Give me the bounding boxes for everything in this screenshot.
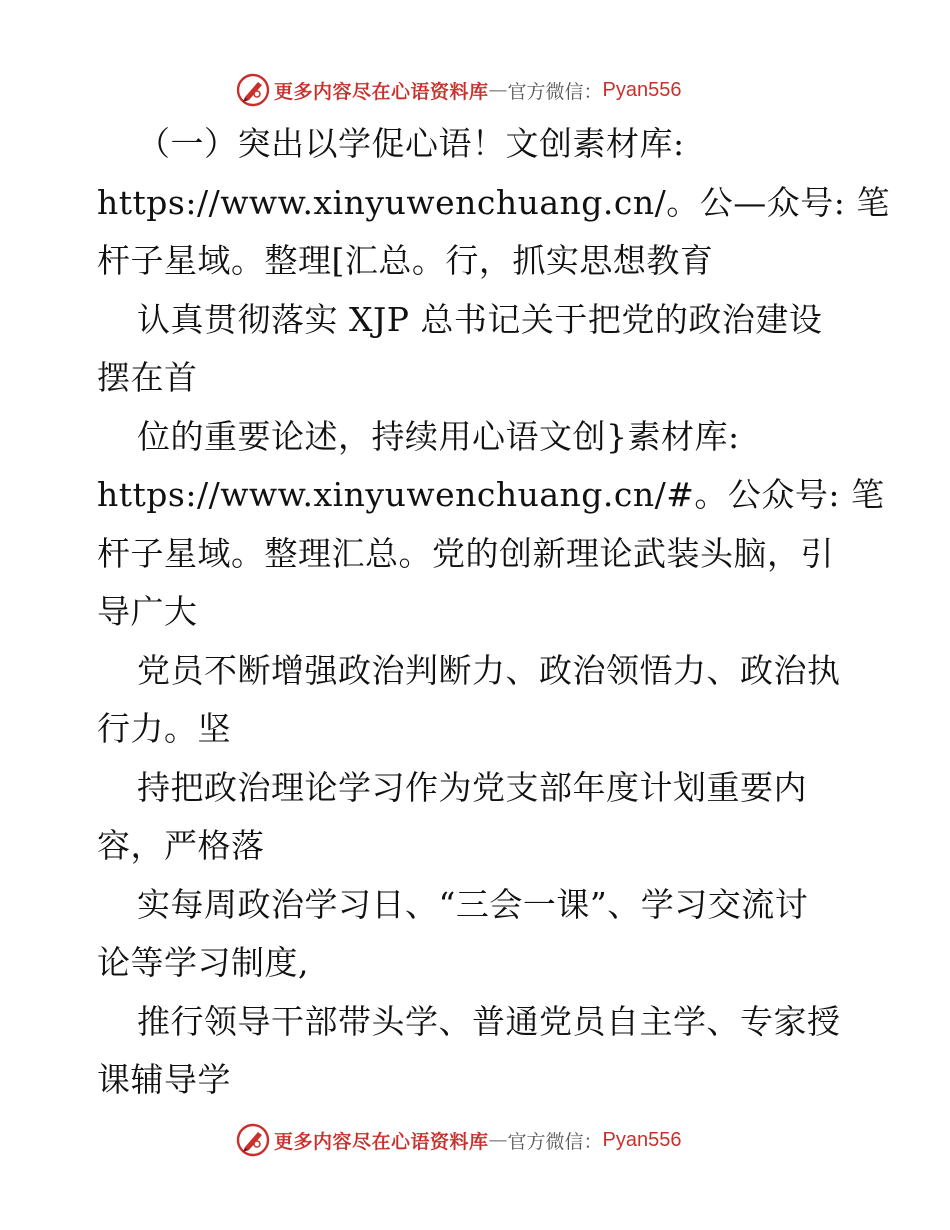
text-line: 导广大 — [97, 592, 198, 631]
footer-banner — [236, 1122, 682, 1158]
text-line: （一）突出以学促心语！文创素材库: — [137, 124, 685, 163]
text-line: 党员不断增强政治判断力、政治领悟力、政治执 — [137, 650, 841, 690]
text-line: 论等学习制度, — [97, 943, 309, 982]
banner-title: 更多内容尽在心语资料库 — [274, 1130, 489, 1153]
banner-separator: — — [488, 79, 508, 101]
banner-wechat-id: Pyan556 — [602, 78, 682, 101]
text-line: 杆子星域。整理[汇总。行，抓实思想教育 — [97, 241, 714, 280]
banner-wechat-label: 官方微信： — [507, 80, 603, 103]
document-body — [97, 115, 890, 1110]
text-line: 持把政治理论学习作为党支部年度计划重要内 — [137, 767, 807, 807]
pen-logo-icon — [236, 73, 270, 107]
text-line: 推行领导干部带头学、普通党员自主学、专家授 — [137, 1001, 841, 1041]
banner-wechat-id: Pyan556 — [602, 1128, 682, 1151]
banner-separator: — — [488, 1129, 508, 1151]
header-banner — [236, 72, 682, 108]
banner-wechat-label: 官方微信： — [507, 1130, 603, 1153]
text-line: 认真贯彻落实 XJP 总书记关于把党的政治建设 — [137, 299, 823, 339]
text-line: 课辅导学 — [97, 1060, 231, 1099]
text-line: 杆子星域。整理汇总。党的创新理论武装头脑，引 — [97, 533, 834, 573]
pen-logo-icon — [236, 1123, 270, 1157]
text-line: 摆在首 — [97, 358, 198, 397]
banner-title: 更多内容尽在心语资料库 — [274, 80, 489, 103]
text-line: 容，严格落 — [97, 826, 265, 865]
text-line: https://www.xinyuwenchuang.cn/。公—众号: 笔 — [97, 182, 890, 222]
text-line: 位的重要论述，持续用心语文创}素材库: — [137, 416, 740, 456]
text-line: https://www.xinyuwenchuang.cn/#。公众号: 笔 — [97, 475, 885, 514]
text-line: 实每周政治学习日、“三会一课”、学习交流讨 — [137, 884, 809, 924]
text-line: 行力。坚 — [97, 709, 231, 748]
